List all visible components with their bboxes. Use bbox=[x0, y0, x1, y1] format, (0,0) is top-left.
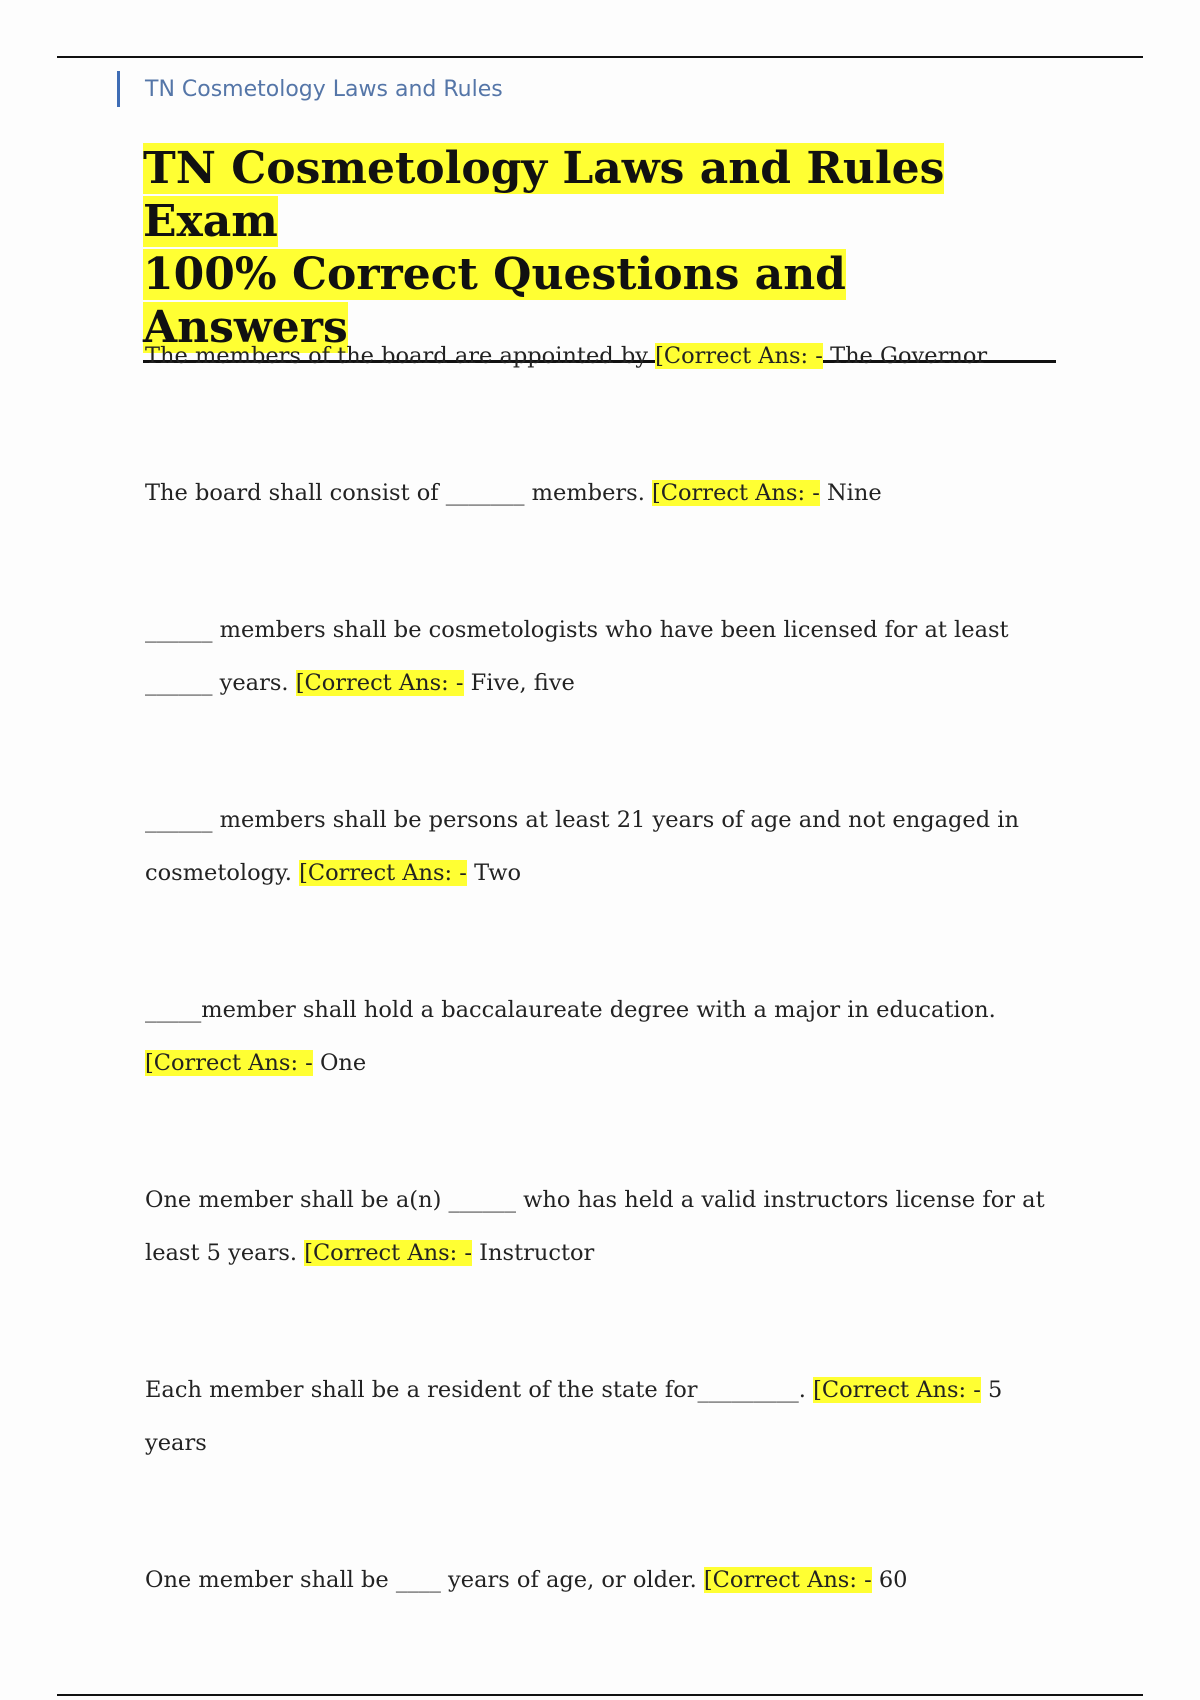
qa-item-3 bbox=[145, 604, 1065, 710]
answer-text: Nine bbox=[826, 480, 882, 506]
answer-marker: [Correct Ans: - bbox=[304, 1240, 472, 1266]
qa-item-7 bbox=[145, 1364, 1065, 1470]
answer-text: The Governor bbox=[830, 343, 988, 369]
qa-item-5 bbox=[145, 984, 1065, 1090]
top-rule bbox=[57, 56, 1143, 58]
qa-item-4 bbox=[145, 794, 1065, 900]
answer-text: 5 years bbox=[145, 1377, 1003, 1456]
question-text: ______ members shall be persons at least 21 years of age and not engaged in cosmetology. bbox=[145, 807, 1019, 886]
answer-text: Instructor bbox=[479, 1240, 595, 1266]
answer-marker: [Correct Ans: - bbox=[813, 1377, 981, 1403]
qa-item-6 bbox=[145, 1174, 1065, 1280]
qa-item-1 bbox=[145, 330, 1065, 383]
header-accent-bar bbox=[117, 71, 120, 107]
question-text: One member shall be a(n) ______ who has held a valid instructors license for at least 5 years. bbox=[145, 1187, 1045, 1266]
answer-marker: [Correct Ans: - bbox=[703, 1567, 872, 1593]
answer-marker: [Correct Ans: - bbox=[299, 860, 467, 886]
qa-item-8 bbox=[145, 1554, 1065, 1607]
answer-text: Five, five bbox=[470, 670, 575, 696]
answer-marker: [Correct Ans: - bbox=[145, 1050, 313, 1076]
answer-marker: [Correct Ans: - bbox=[655, 343, 823, 369]
question-text: The board shall consist of _______ members. bbox=[145, 480, 645, 506]
answer-text: One bbox=[319, 1050, 367, 1076]
answer-text: Two bbox=[474, 860, 522, 886]
bottom-rule bbox=[57, 1694, 1143, 1696]
qa-list bbox=[145, 330, 1065, 1607]
answer-text: 60 bbox=[878, 1567, 908, 1593]
question-text: Each member shall be a resident of the state for_________. bbox=[145, 1377, 806, 1403]
answer-marker: [Correct Ans: - bbox=[295, 670, 464, 696]
answer-marker: [Correct Ans: - bbox=[652, 480, 820, 506]
question-text: _____member shall hold a baccalaureate degree with a major in education. bbox=[145, 997, 996, 1023]
question-text: ______ members shall be cosmetologists who have been licensed for at least ______ years. bbox=[145, 617, 1009, 696]
title-line-2: 100% Correct Questions and Answers bbox=[143, 249, 846, 353]
qa-item-2 bbox=[145, 467, 1065, 520]
question-text: The members of the board are appointed by bbox=[145, 343, 648, 369]
running-header-title: TN Cosmetology Laws and Rules bbox=[145, 76, 503, 102]
question-text: One member shall be ____ years of age, or older. bbox=[145, 1567, 697, 1593]
running-header bbox=[117, 71, 503, 107]
title-line-1: TN Cosmetology Laws and Rules Exam bbox=[143, 143, 945, 247]
